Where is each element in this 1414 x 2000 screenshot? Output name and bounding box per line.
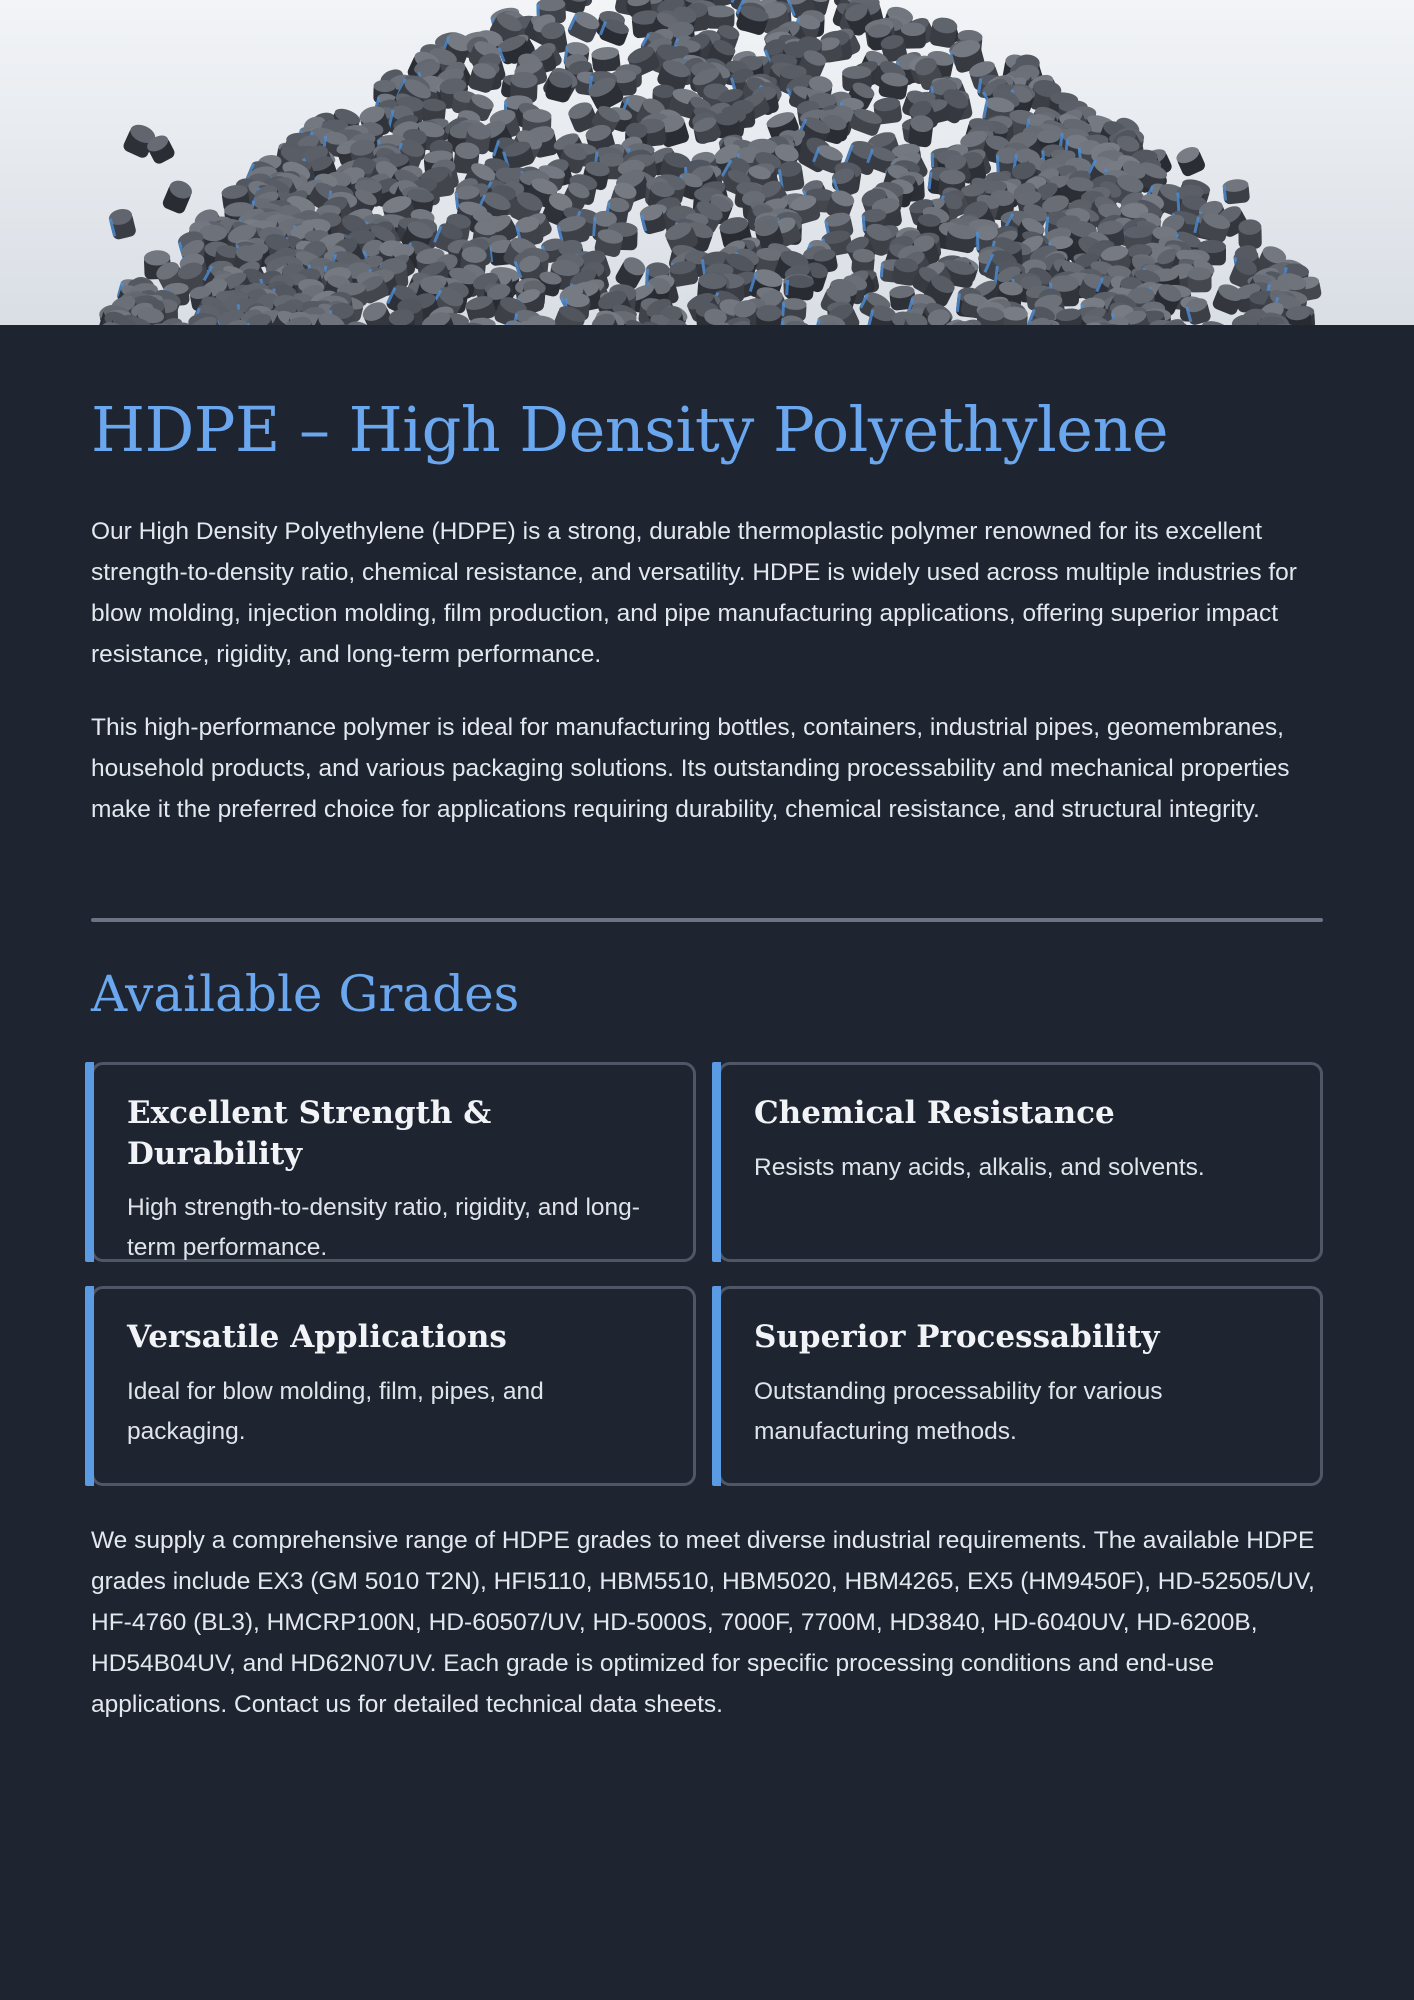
feature-card-strength <box>91 1062 696 1262</box>
pellets-illustration <box>0 0 1414 325</box>
feature-card-chemical <box>718 1062 1323 1262</box>
intro-paragraph-1: Our High Density Polyethylene (HDPE) is a strong, durable thermoplastic polymer renowned for its excellent strength-to-density ratio, chemical resistance, and versatility. HDPE is widely used across multiple industries for blow molding, injection molding, film production, and pipe manufacturing applications, offering superior impact resistance, rigidity, and long-term performance. <box>91 518 1297 669</box>
feature-cards-grid <box>91 1062 1323 1486</box>
card-title: Excellent Strength & Durability <box>127 1095 492 1172</box>
card-title: Superior Processability <box>754 1319 1160 1356</box>
page-title: HDPE – High Density Polyethylene <box>91 393 1169 466</box>
card-text: Resists many acids, alkalis, and solvents. <box>754 1153 1205 1181</box>
grades-section-title: Available Grades <box>91 965 520 1024</box>
grades-summary-paragraph: We supply a comprehensive range of HDPE grades to meet diverse industrial requirements. The available HDPE grades include EX3 (GM 5010 T2N), HFI5110, HBM5510, HBM5020, HBM4265, EX5 (HM9450F), HD-52505/UV, HF-4760 (BL3), HMCRP100N, HD-60507/UV, HD-5000S, 7000F, 7700M, HD3840, HD-6040UV, HD-6200B, HD54B04UV, and HD62N07UV. Each grade is optimized for specific processing conditions and end-use applications. Contact us for detailed technical data sheets. <box>91 1527 1315 1719</box>
hero-image <box>0 0 1414 325</box>
intro-paragraph-2: This high-performance polymer is ideal for manufacturing bottles, containers, industrial pipes, geomembranes, household products, and various packaging solutions. Its outstanding processability and mechanical properties make it the preferred choice for applications requiring durability, chemical resistance, and structural integrity. <box>91 714 1290 824</box>
card-text: Ideal for blow molding, film, pipes, and packaging. <box>127 1377 544 1445</box>
section-divider <box>91 918 1323 922</box>
card-title: Chemical Resistance <box>754 1095 1115 1132</box>
feature-card-versatile <box>91 1286 696 1486</box>
card-text: Outstanding processability for various manufacturing methods. <box>754 1377 1163 1445</box>
main-content <box>91 325 1323 1725</box>
card-title: Versatile Applications <box>127 1319 507 1356</box>
feature-card-processability <box>718 1286 1323 1486</box>
card-text: High strength-to-density ratio, rigidity, and long-term performance. <box>127 1193 640 1261</box>
